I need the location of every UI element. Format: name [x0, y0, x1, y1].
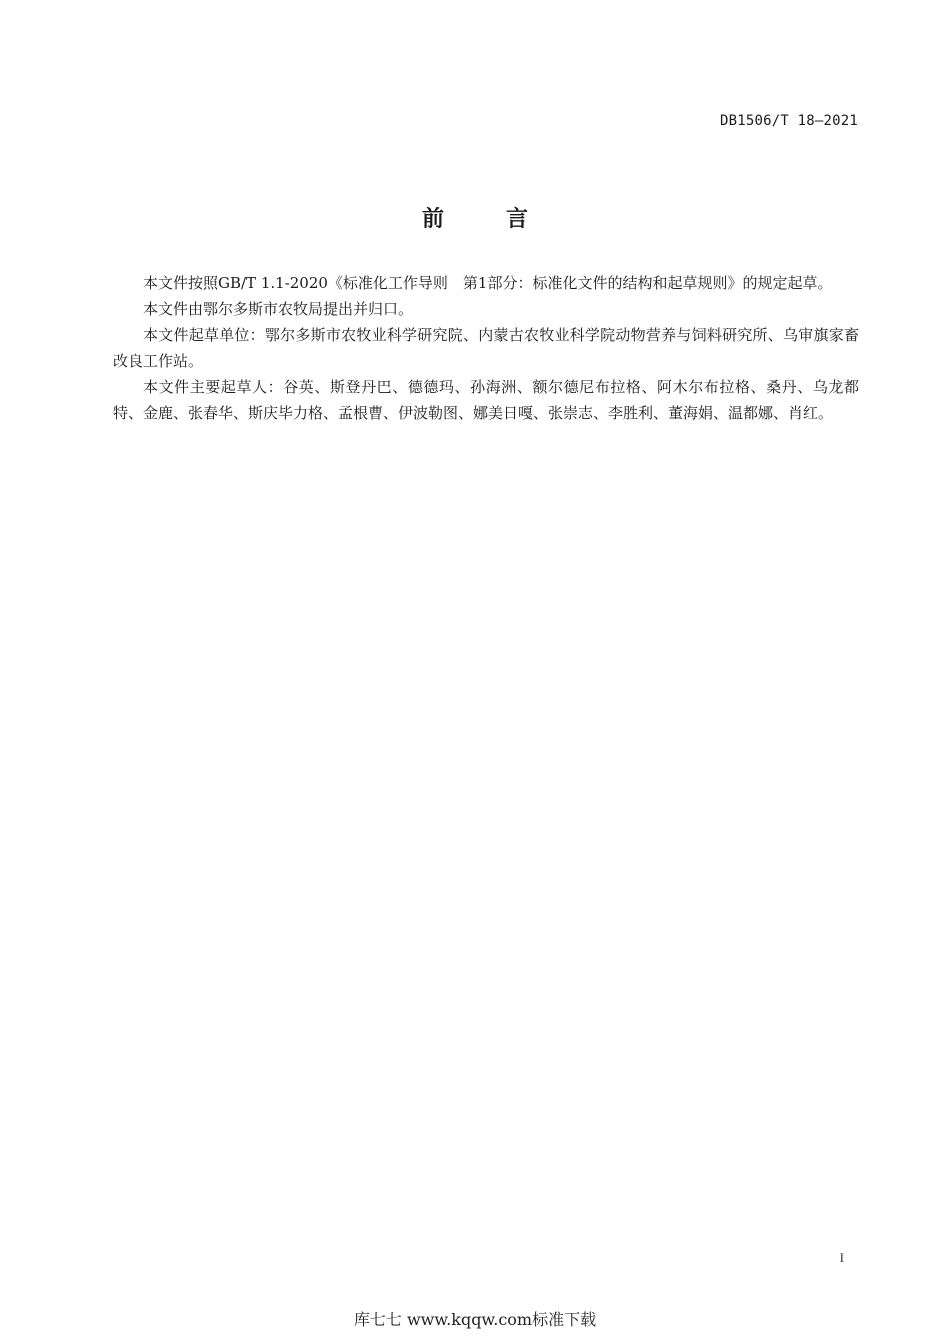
paragraph-drafting-units: 本文件起草单位：鄂尔多斯市农牧业科学研究院、内蒙古农牧业科学院动物营养与饲料研究所、乌审旗家畜改良工作站。	[113, 326, 859, 370]
paragraph-drafting-standard: 本文件按照GB/T 1.1-2020《标准化工作导则 第1部分：标准化文件的结构和起草规则》的规定起草。	[143, 274, 833, 292]
document-code: DB1506/T 18—2021	[719, 113, 858, 129]
paragraph-drafters: 本文件主要起草人：谷英、斯登丹巴、德德玛、孙海洲、额尔德尼布拉格、阿木尔布拉格、桑丹、乌龙都特、金鹿、张春华、斯庆毕力格、孟根曹、伊波勒图、娜美日嘎、张崇志、李胜利、董海娟、温都娜、肖红。	[113, 378, 859, 422]
page-number: I	[839, 1250, 844, 1265]
footer-watermark: 库七七 www.kqqw.com标准下载	[353, 1310, 597, 1329]
page-title	[0, 202, 950, 233]
foreword-body	[113, 270, 859, 426]
title-char-1: 前	[421, 207, 444, 232]
title-char-2: 言	[506, 207, 529, 232]
paragraph-proposer: 本文件由鄂尔多斯市农牧局提出并归口。	[143, 300, 414, 318]
